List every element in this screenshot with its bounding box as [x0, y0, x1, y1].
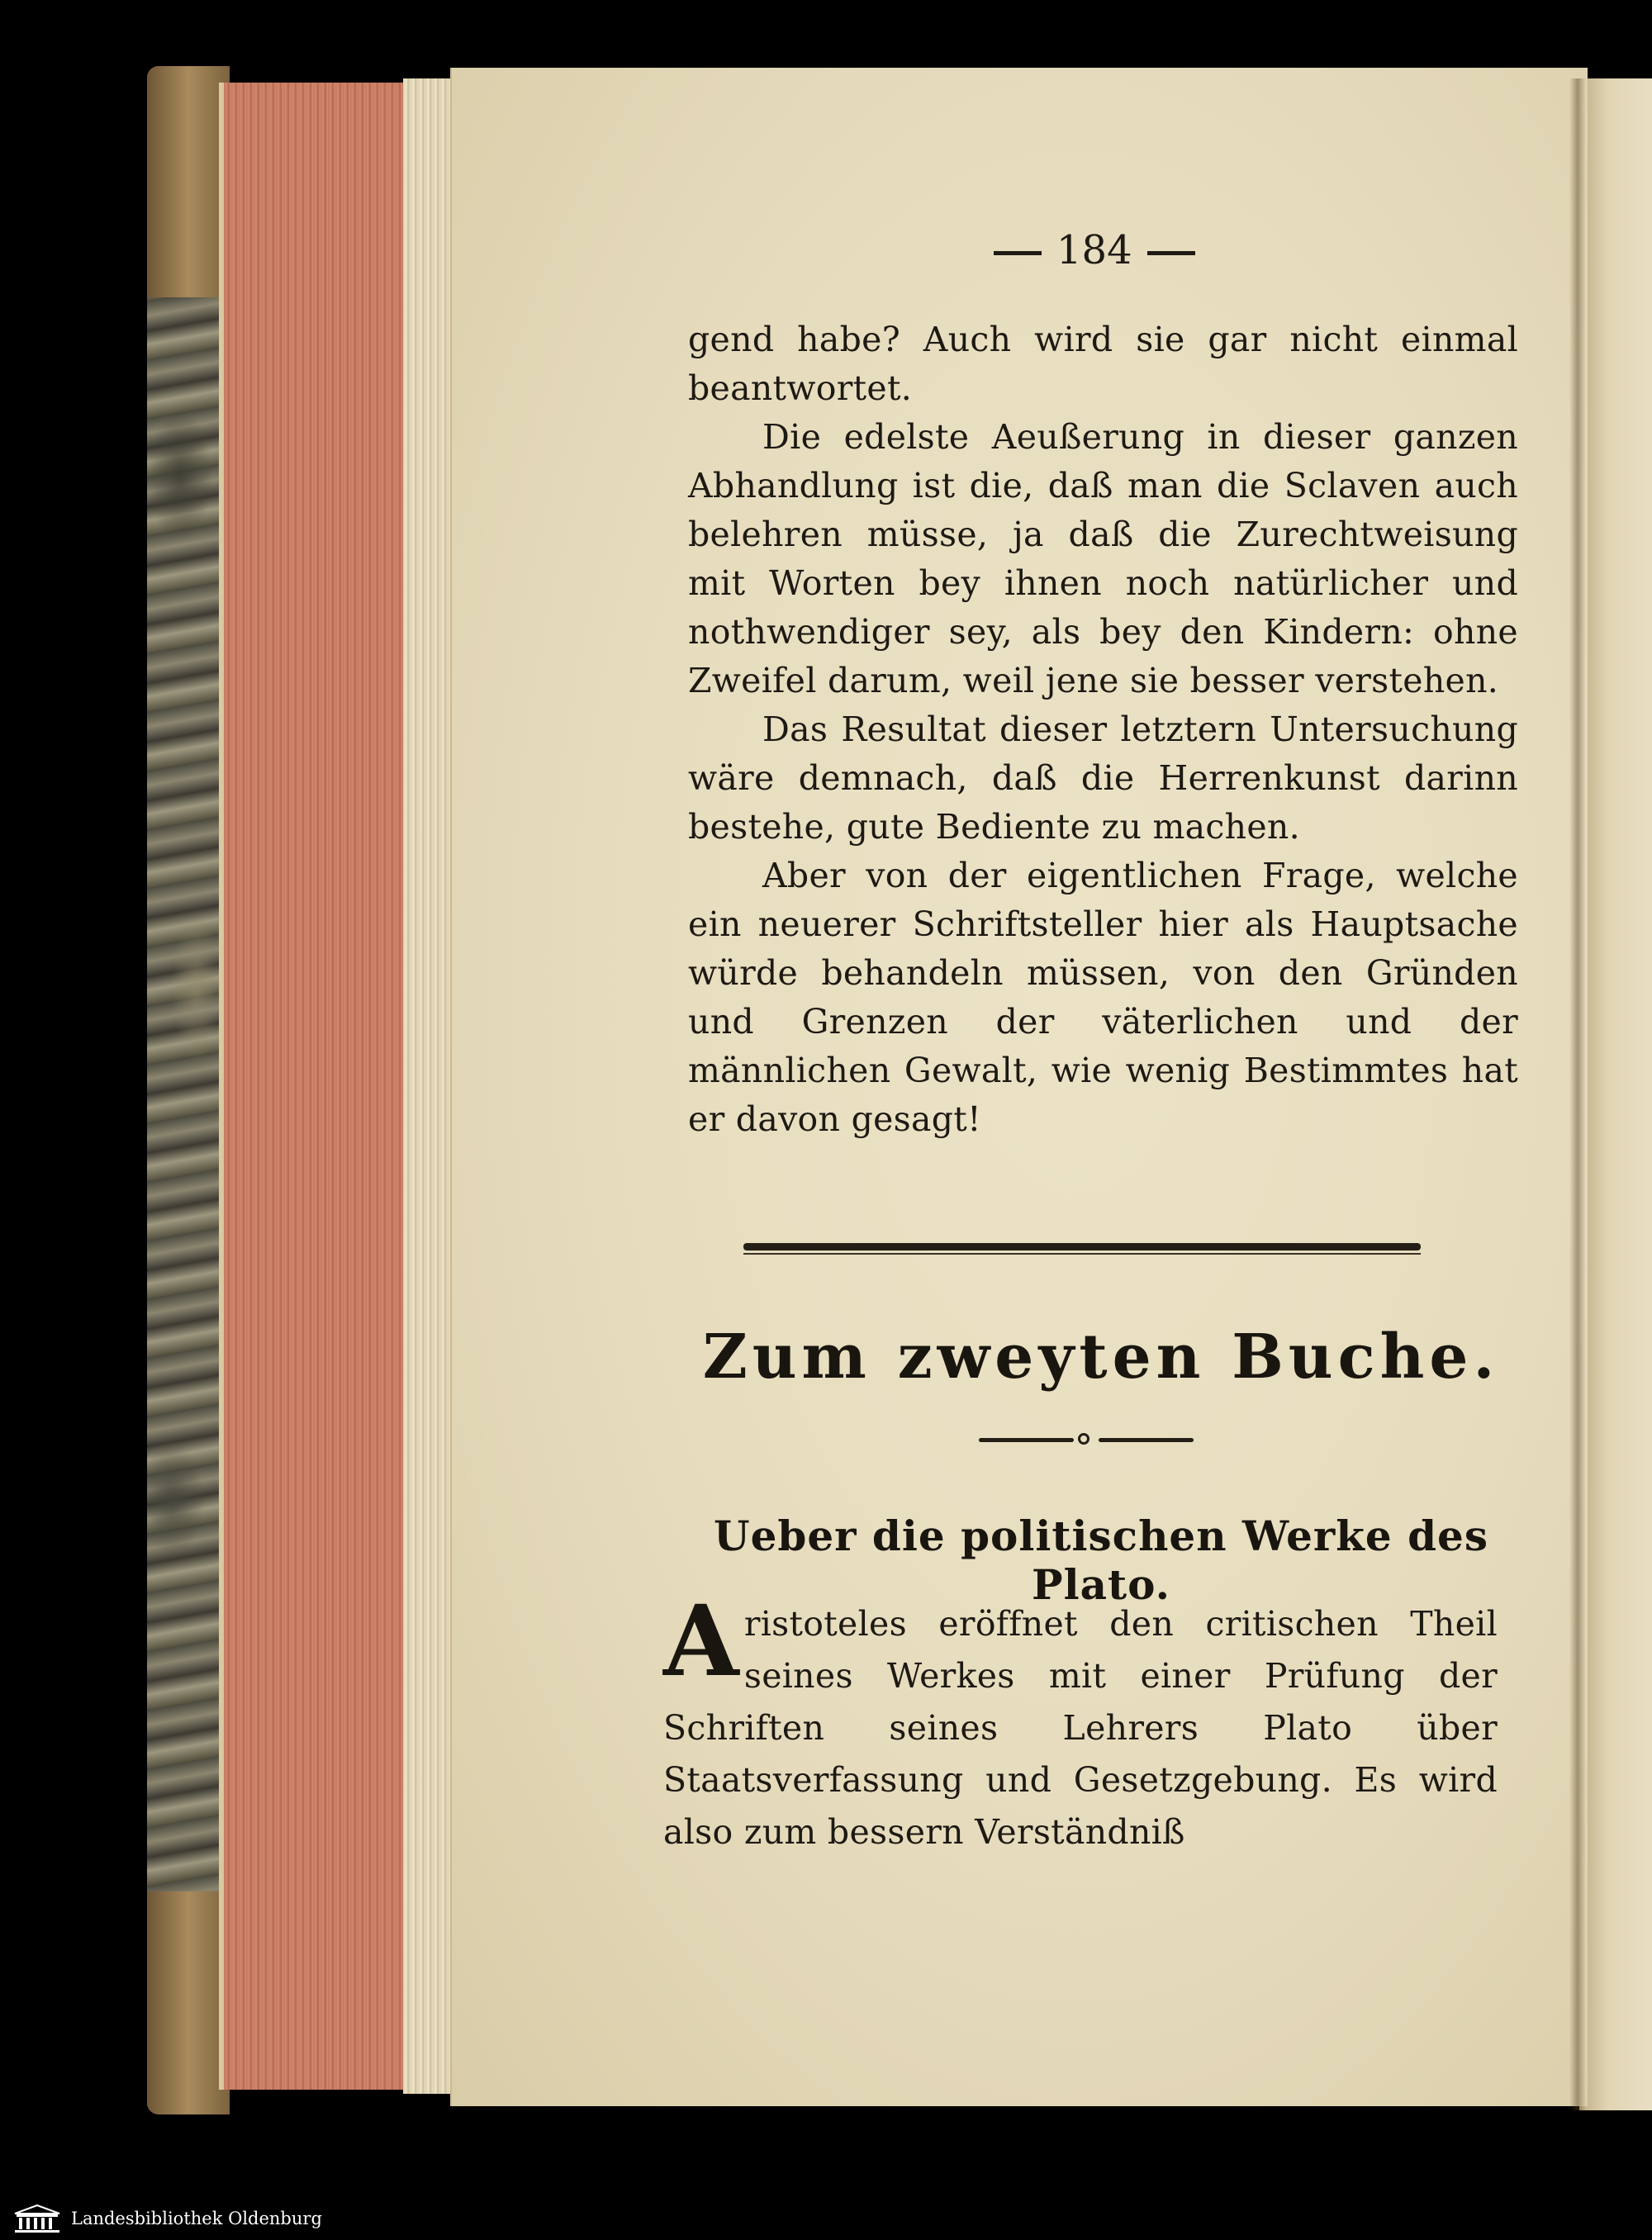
ornament-divider: [979, 1431, 1194, 1448]
page-number-dash-left: [994, 251, 1042, 255]
page-number-dash-right: [1147, 251, 1195, 255]
facing-page: [1579, 78, 1652, 2110]
section-divider-rule: [743, 1243, 1421, 1251]
footer-bar: [0, 2197, 1652, 2240]
page-number-value: 184: [1056, 227, 1132, 273]
paragraph-4: Aber von der eigentlichen Frage, welche ein neuerer Schriftsteller hier als Hauptsache würde behandeln müssen, von den Gründen und Grenzen der väterlichen und der männlichen Gewalt, wie wenig Bestimmtes hat er davon gesagt!: [688, 856, 1518, 1139]
red-page-edge: [219, 83, 410, 2090]
paragraph-3: Das Resultat dieser letztern Untersuchung wäre demnach, daß die Herrenkunst darinn bestehe, gute Bediente zu machen.: [688, 709, 1518, 847]
paragraph-2: Die edelste Aeußerung in dieser ganzen Abhandlung ist die, daß man die Sclaven auch belehren müsse, ja daß die Zurechtweisung mit Worten bey ihnen noch natürlicher und nothwendiger sey, als bey den Kindern: ohne Zweifel darum, weil jene sie besser verstehen.: [688, 417, 1518, 700]
opening-paragraph: [663, 1583, 1498, 1858]
library-building-icon: [12, 2204, 63, 2233]
paragraph-1: gend habe? Auch wird sie gar nicht einmal beantwortet.: [688, 320, 1518, 408]
leather-spine-top: [147, 66, 230, 297]
section-subheading: Ueber die politischen Werke des Plato.: [713, 1512, 1489, 1609]
opening-text: ristoteles eröffnet den critischen Theil seines Werkes mit einer Prüfung der Schriften seines Lehrers Plato über Staatsverfassung und Gesetzgebung. Es wird also zum bessern Verständniß: [663, 1604, 1498, 1852]
section-heading: Zum zweyten Buche.: [702, 1322, 1500, 1393]
leather-spine-bottom: [147, 1891, 230, 2114]
page-stack: [403, 78, 451, 2094]
marbled-cover: [147, 66, 230, 2114]
drop-cap: A: [663, 1583, 739, 1698]
page-number: [979, 227, 1227, 273]
gutter-shadow: [1569, 78, 1586, 2110]
library-name: Landesbibliothek Oldenburg: [71, 2209, 322, 2228]
body-text: [688, 316, 1518, 1144]
